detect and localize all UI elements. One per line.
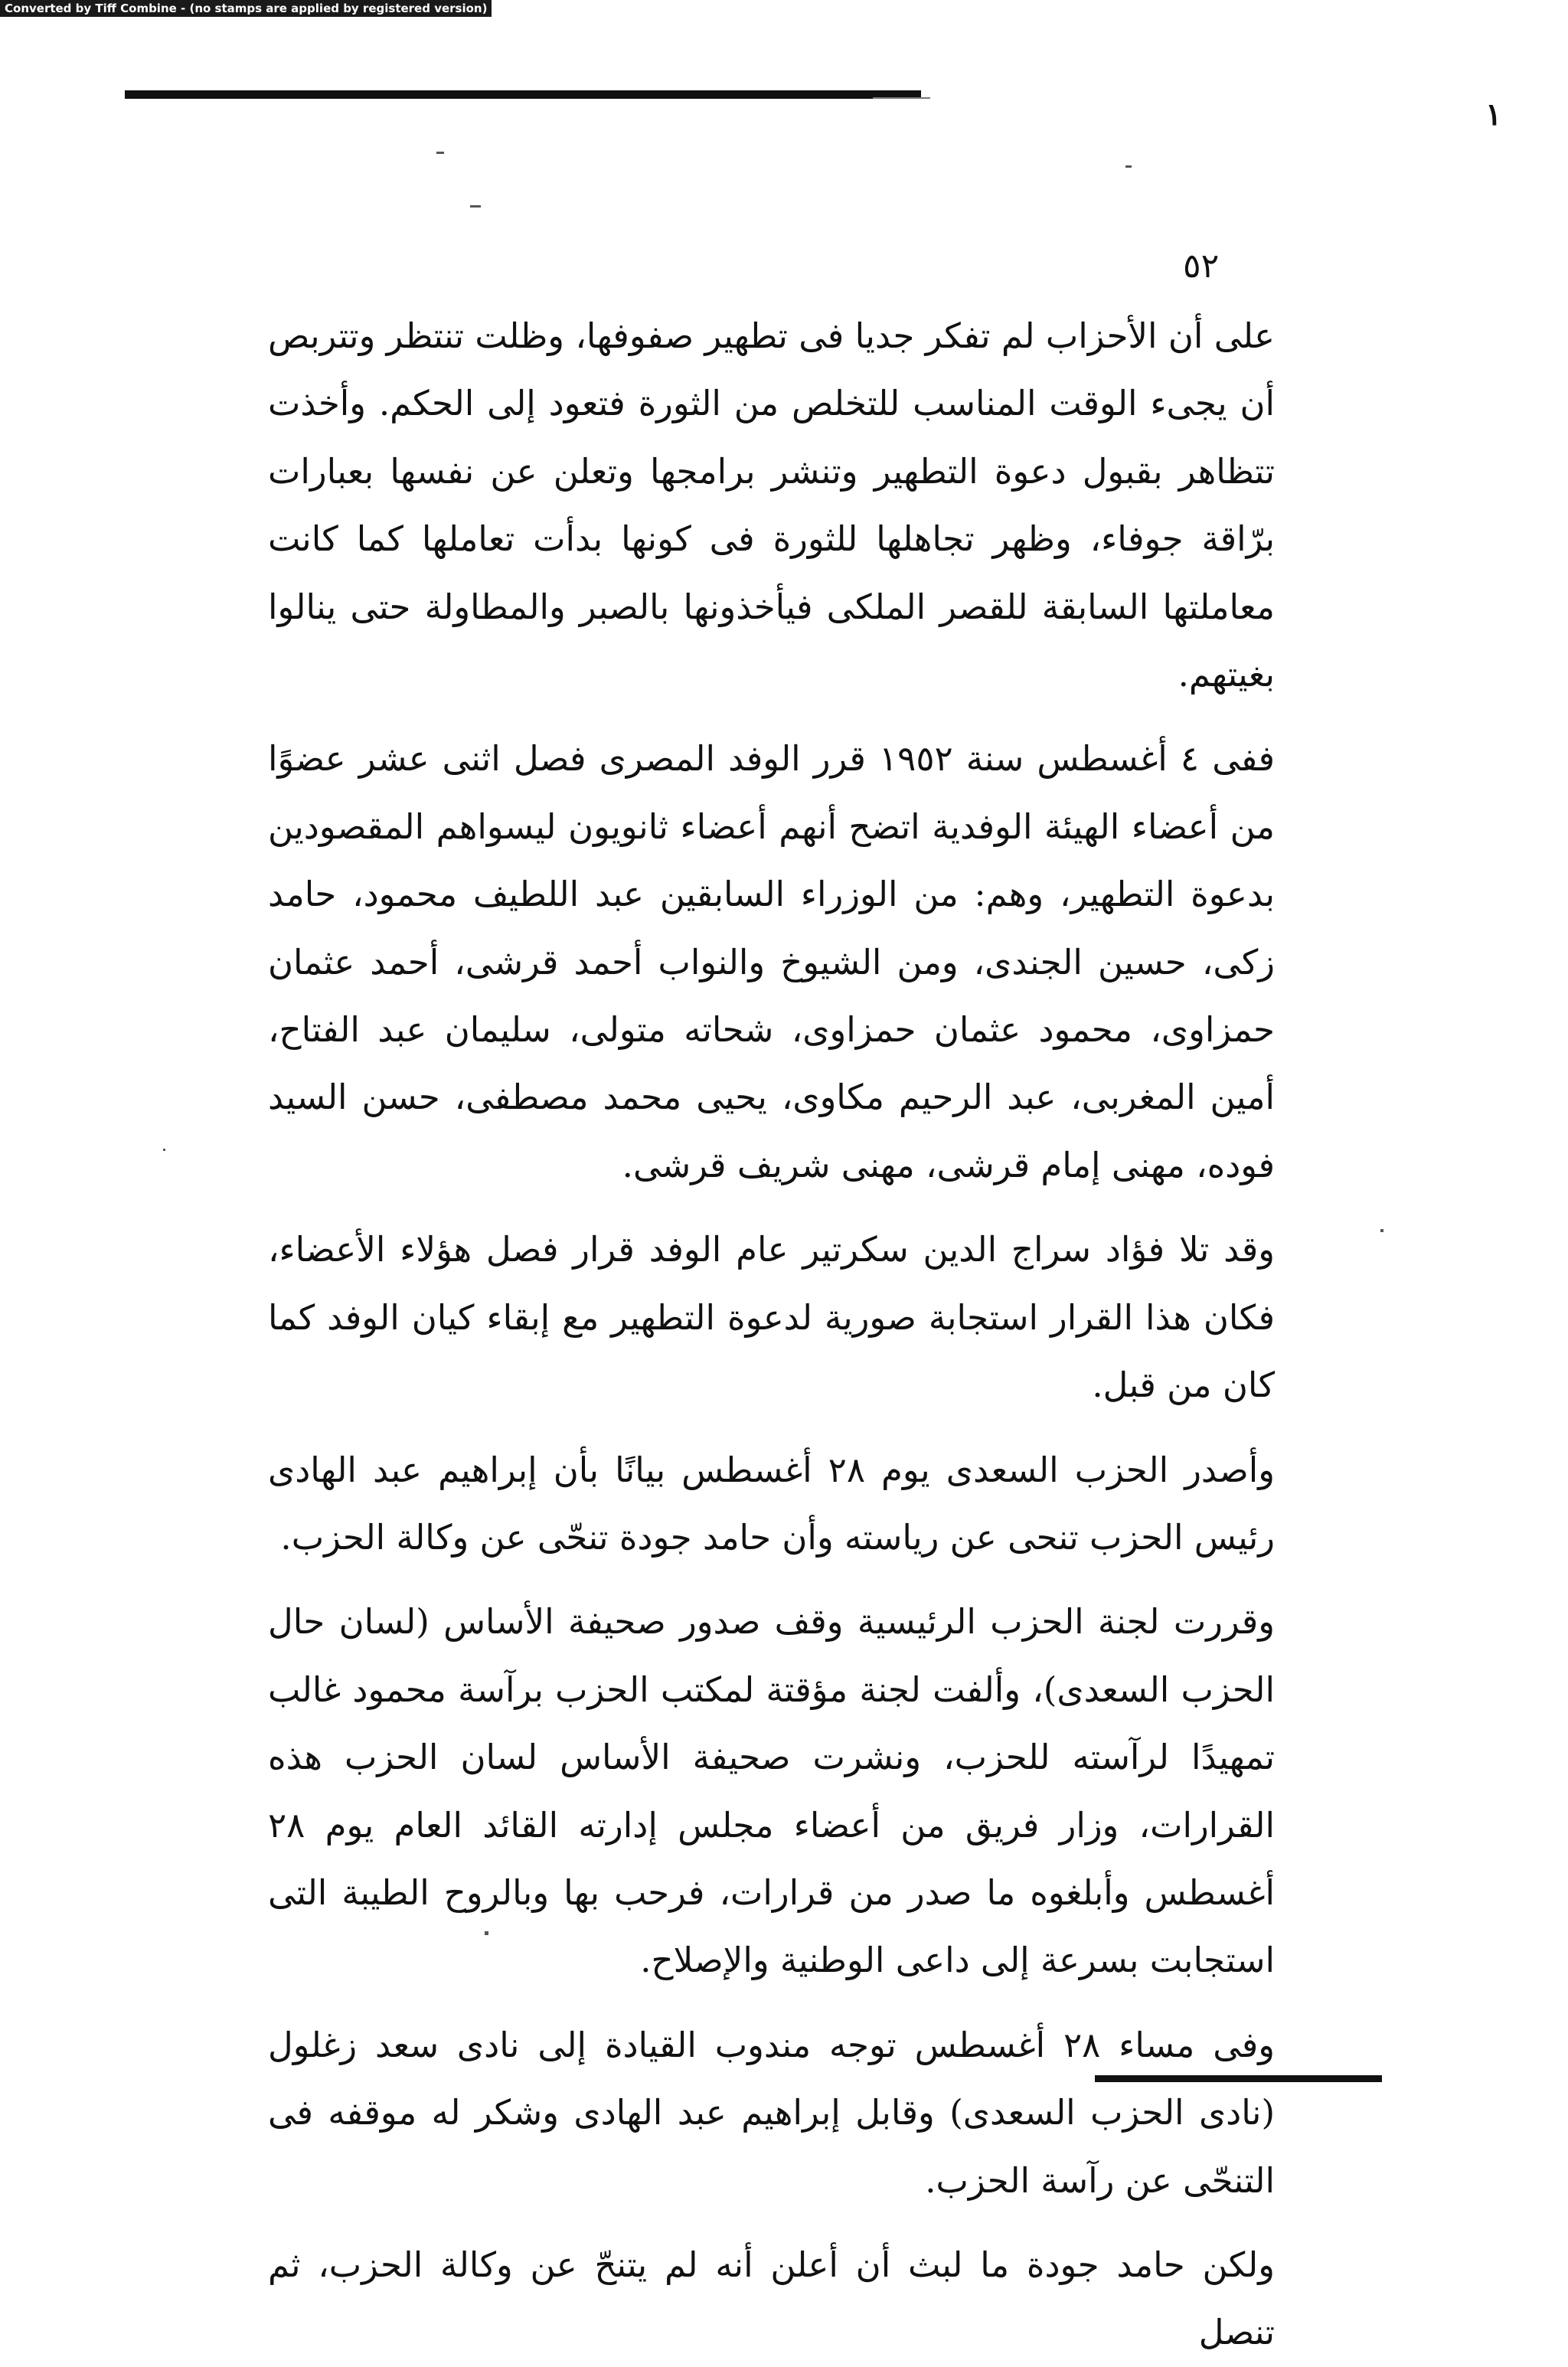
- bottom-rule: [1095, 2075, 1382, 2082]
- paragraph: وقد تلا فؤاد سراج الدين سكرتير عام الوفد قرار فصل هؤلاء الأعضاء، فكان هذا القرار استجابة صورية لدعوة التطهير مع إبقاء كيان الوفد كما كان من قبل.: [268, 1229, 1275, 1406]
- scan-speck: [1125, 165, 1132, 168]
- page-number: ٥٢: [1183, 247, 1220, 286]
- paragraph: على أن الأحزاب لم تفكر جديا فى تطهير صفوفها، وظلت تنتظر وتتربص أن يجىء الوقت المناسب للتخلص من الثورة فتعود إلى الحكم. وأخذت تتظاهر بقبول دعوة التطهير وتنشر برامجها وتعلن عن نفسها بعبارات برّاقة جوفاء، وظهر تجاهلها للثورة فى كونها بدأت تعاملها كما كانت معاملتها السابقة للقصر الملكى فيأخذونها بالصبر والمطاولة حتى ينالوا بغيتهم.: [268, 315, 1275, 695]
- body-text: [268, 302, 1275, 2367]
- scan-speck: [163, 1149, 165, 1151]
- paragraph: ففى ٤ أغسطس سنة ١٩٥٢ قرر الوفد المصرى فصل اثنى عشر عضوًا من أعضاء الهيئة الوفدية اتضح أنهم أعضاء ثانويون ليسواهم المقصودين بدعوة التطهير، وهم: من الوزراء السابقين عبد اللطيف محمود، حامد زكى، حسين الجندى، ومن الشيوخ والنواب أحمد قرشى، أحمد عثمان حمزاوى، محمود عثمان حمزاوى، شحاته متولى، سليمان عبد الفتاح، أمين المغربى، عبد الرحيم مكاوى، يحيى محمد مصطفى، حسن السيد فوده، مهنى إمام قرشى، مهنى شريف قرشى.: [268, 738, 1275, 1185]
- top-rule: [125, 90, 921, 99]
- paragraph: وأصدر الحزب السعدى يوم ٢٨ أغسطس بيانًا بأن إبراهيم عبد الهادى رئيس الحزب تنحى عن رياسته وأن حامد جودة تنحّى عن وكالة الحزب.: [268, 1449, 1275, 1558]
- top-rule-tail: [873, 97, 930, 99]
- paragraph: وفى مساء ٢٨ أغسطس توجه مندوب القيادة إلى نادى سعد زغلول (نادى الحزب السعدى) وقابل إبراهيم عبد الهادى وشكر له موقفه فى التنحّى عن رآسة الحزب.: [268, 2024, 1276, 2201]
- corner-mark: ١: [1485, 96, 1502, 132]
- paragraph: ولكن حامد جودة ما لبث أن أعلن أنه لم يتنحّ عن وكالة الحزب، ثم تنصل: [268, 2244, 1275, 2353]
- paragraph: وقررت لجنة الحزب الرئيسية وقف صدور صحيفة الأساس (لسان حال الحزب السعدى)، وألفت لجنة مؤقتة لمكتب الحزب برآسة محمود غالب تمهيدًا لرآسته للحزب، ونشرت صحيفة الأساس لسان الحزب هذه القرارات، وزار فريق من أعضاء مجلس إدارته القائد العام يوم ٢٨ أغسطس وأبلغوه ما صدر من قرارات، فرحب بها وبالروح الطيبة التى استجابت بسرعة إلى داعى الوطنية والإصلاح.: [268, 1601, 1275, 1981]
- watermark-banner: Converted by Tiff Combine - (no stamps are applied by registered version): [0, 0, 492, 17]
- scan-speck: [470, 205, 481, 208]
- scan-speck: [1380, 1229, 1383, 1232]
- scan-speck: [436, 152, 444, 154]
